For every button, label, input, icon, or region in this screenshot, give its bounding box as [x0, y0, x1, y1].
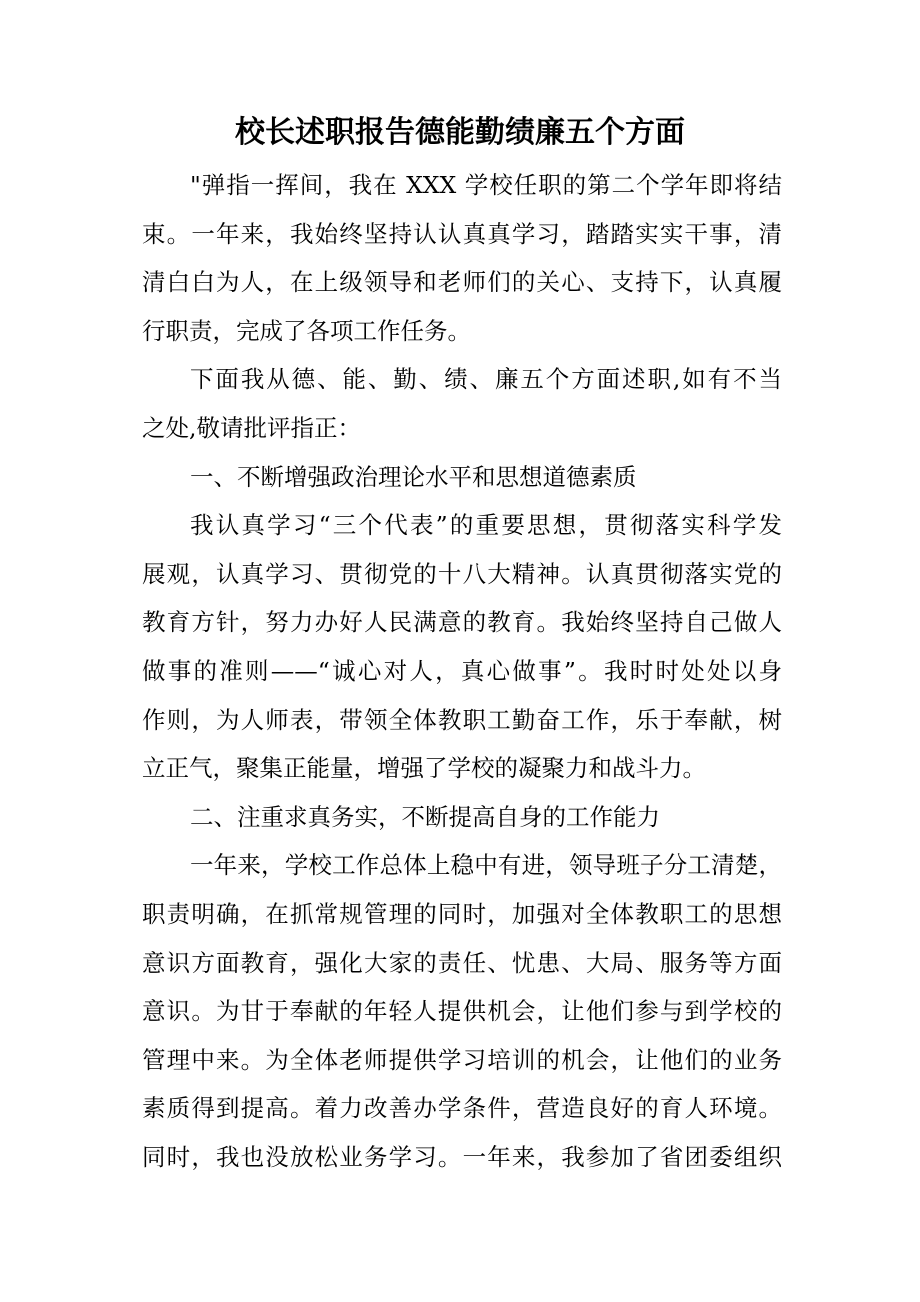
- text-line: 展观，认真学习、贯彻党的十八大精神。认真贯彻落实党的: [142, 559, 782, 588]
- text-line: 一、不断增强政治理论水平和思想道德素质: [190, 462, 637, 491]
- section-heading: [142, 453, 782, 502]
- text-line: 束。一年来，我始终坚持认认真真学习，踏踏实实干事，清: [142, 219, 782, 248]
- text-line: 职责明确，在抓常规管理的同时，加强对全体教职工的思想: [142, 899, 782, 928]
- text-line: 我认真学习“三个代表”的重要思想，贯彻落实科学发: [190, 511, 782, 540]
- paragraph: [142, 161, 782, 355]
- text-line: 同时，我也没放松业务学习。一年来，我参加了省团委组织: [142, 1142, 782, 1171]
- text-line: 素质得到提高。着力改善办学条件，营造良好的育人环境。: [142, 1094, 782, 1123]
- text-line: 一年来，学校工作总体上稳中有进，领导班子分工清楚，: [190, 851, 782, 880]
- text-line: 教育方针，努力办好人民满意的教育。我始终坚持自己做人: [142, 608, 782, 637]
- paragraph: [142, 841, 782, 1181]
- document-body: [142, 161, 782, 1181]
- text-line: 行职责，完成了各项工作任务。: [142, 316, 471, 345]
- text-line: 之处,敬请批评指正：: [142, 413, 361, 442]
- text-line: 意识。为甘于奉献的年轻人提供机会，让他们参与到学校的: [142, 997, 782, 1026]
- text-line: 意识方面教育，强化大家的责任、忧患、大局、服务等方面: [142, 948, 782, 977]
- paragraph: [142, 501, 782, 793]
- text-line: 作则，为人师表，带领全体教职工勤奋工作，乐于奉献，树: [142, 705, 782, 734]
- text-line: 做事的准则——“诚心对人，真心做事”。我时时处处以身: [142, 656, 782, 685]
- text-line: 立正气，聚集正能量，增强了学校的凝聚力和战斗力。: [142, 754, 706, 783]
- text-line: 二、注重求真务实，不断提高自身的工作能力: [190, 802, 660, 831]
- section-heading: [142, 793, 782, 842]
- text-line: 下面我从德、能、勤、绩、廉五个方面述职,如有不当: [190, 365, 782, 394]
- text-line: 清白白为人，在上级领导和老师们的关心、支持下，认真履: [142, 268, 782, 297]
- text-line: 管理中来。为全体老师提供学习培训的机会，让他们的业务: [142, 1045, 782, 1074]
- document-title: 校长述职报告德能勤绩廉五个方面: [235, 115, 685, 150]
- text-line: "弹指一挥间，我在 XXX 学校任职的第二个学年即将结: [190, 171, 782, 199]
- paragraph: [142, 355, 782, 452]
